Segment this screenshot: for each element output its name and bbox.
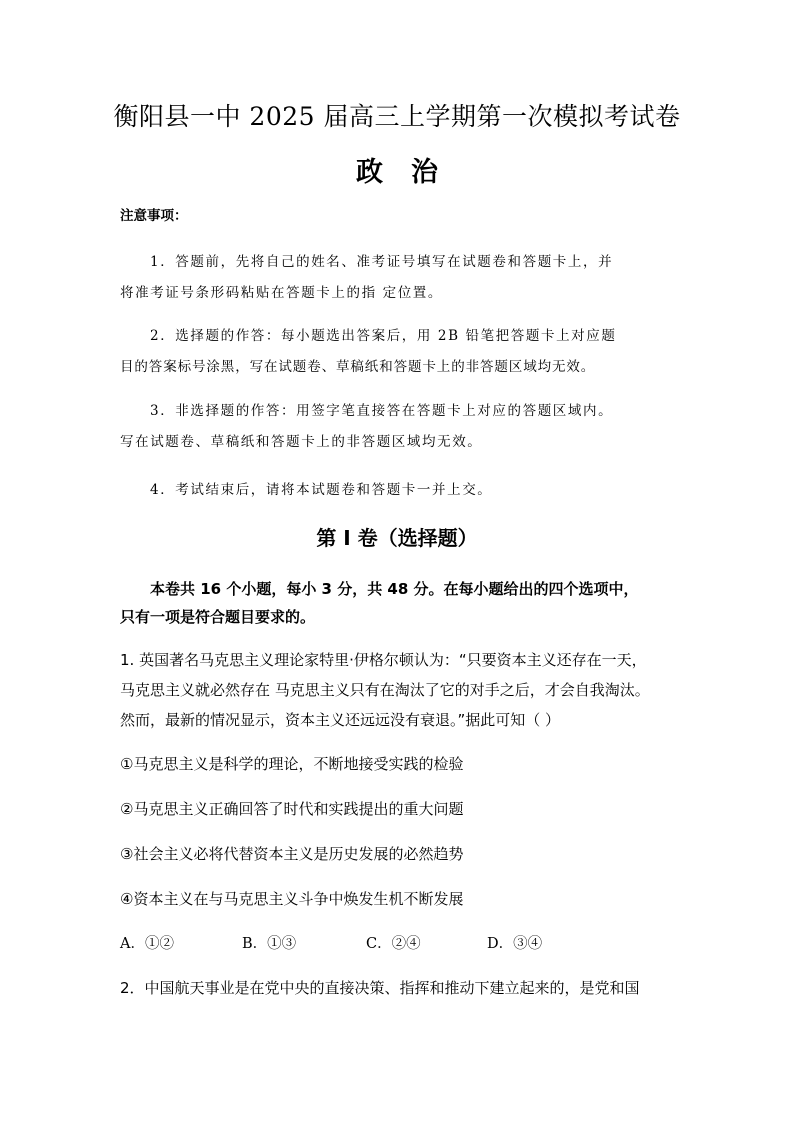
section-instructions-1: 本卷共 16 个小题，每小 3 分，共 48 分。在每小题给出的四个选项中，: [150, 580, 639, 598]
exam-title: 衡阳县一中 2025 届高三上学期第一次模拟考试卷: [113, 102, 681, 131]
question-1-statement-4: ④资本主义在与马克思主义斗争中焕发生机不断发展: [120, 890, 464, 908]
option-b: B．①③: [242, 936, 297, 952]
question-1-statement-3: ③社会主义必将代替资本主义是历史发展的必然趋势: [120, 845, 464, 863]
question-1-statement-2: ②马克思主义正确回答了时代和实践提出的重大问题: [120, 800, 464, 818]
notice-heading: 注意事项：: [120, 208, 188, 224]
notice-line-5: 3．非选择题的作答：用签字笔直接答在答题卡上对应的答题区域内。: [150, 403, 614, 419]
notice-line-7: 4．考试结束后，请将本试题卷和答题卡一并上交。: [150, 482, 493, 498]
subject-title: 政治: [356, 157, 466, 188]
notice-line-2: 将准考证号条形码粘贴在答题卡上的指 定位置。: [120, 285, 443, 301]
question-1-stem-1: 1. 英国著名马克思主义理论家特里·伊格尔顿认为：“只要资本主义还存在一天，: [120, 651, 647, 669]
section-instructions-2: 只有一项是符合题目要求的。: [120, 608, 316, 626]
question-2-stem: 2．中国航天事业是在党中央的直接决策、指挥和推动下建立起来的，是党和国: [120, 979, 640, 997]
option-c: C．②④: [366, 936, 421, 952]
notice-line-3: 2．选择题的作答：每小题选出答案后，用 2B 铅笔把答题卡上对应题: [150, 328, 617, 344]
option-a: A．①②: [120, 936, 174, 952]
notice-line-6: 写在试题卷、草稿纸和答题卡上的非答题区域均无效。: [120, 434, 483, 450]
notice-line-1: 1．答题前，先将自己的姓名、准考证号填写在试题卷和答题卡上，并: [150, 254, 614, 270]
section-title: 第 I 卷（选择题）: [316, 526, 478, 550]
question-1-stem-2: 马克思主义就必然存在 马克思主义只有在淘汰了它的对手之后，才会自我淘汰。: [120, 681, 650, 699]
question-1-statement-1: ①马克思主义是科学的理论，不断地接受实践的检验: [120, 755, 464, 773]
option-d: D．③④: [487, 936, 543, 952]
question-1-stem-3: 然而，最新的情况显示，资本主义还远远没有衰退。”据此可知（ ）: [120, 711, 561, 729]
notice-line-4: 目的答案标号涂黑，写在试题卷、草稿纸和答题卡上的非答题区域均无效。: [120, 359, 596, 375]
